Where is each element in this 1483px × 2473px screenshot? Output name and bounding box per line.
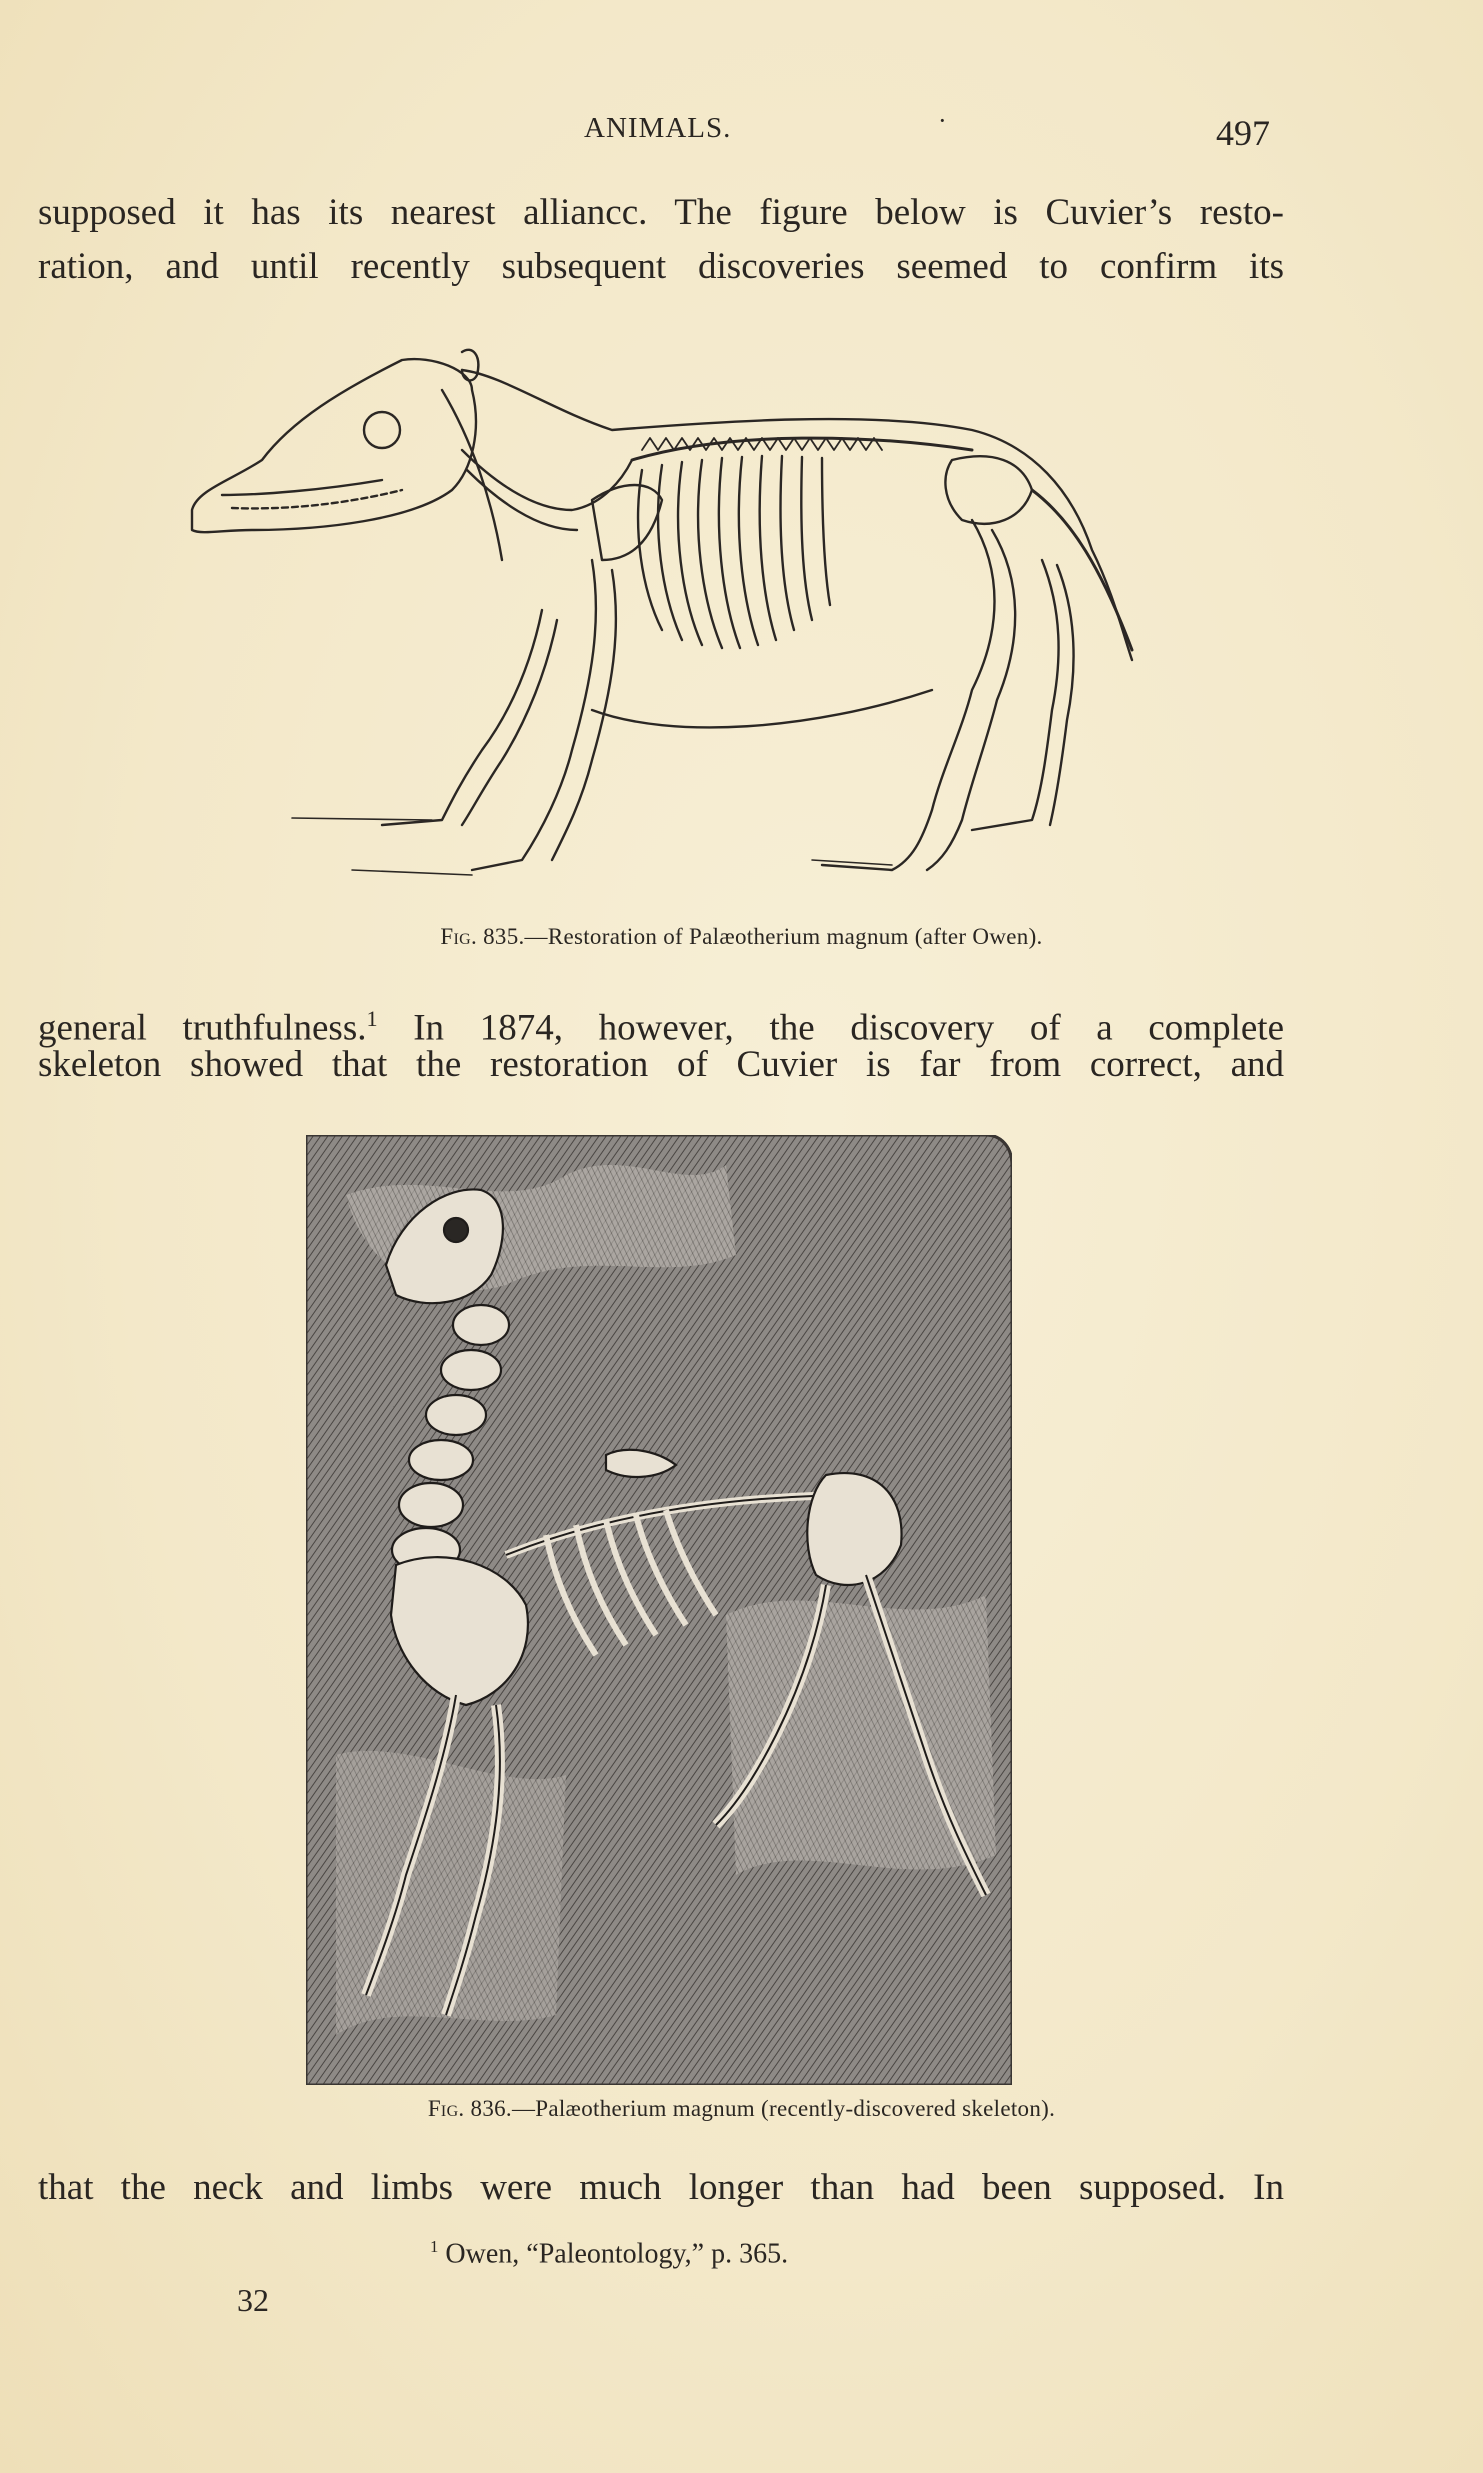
paragraph-2-line-1-end: In 1874, however, the discovery of a complete	[377, 1007, 1284, 1049]
paragraph-2-line-1-start: general truthfulness.	[38, 1007, 367, 1049]
figure-836-fossil-engraving	[306, 1135, 1012, 2085]
signature-mark: 32	[237, 2282, 269, 2318]
paragraph-1-line-1: supposed it has its nearest alliancc. The figure below is Cuvier’s resto-	[38, 192, 1284, 233]
running-head	[0, 106, 1483, 153]
footnote-text: Owen, “Paleontology,” p. 365.	[438, 2238, 789, 2270]
figure-835-caption	[0, 924, 1483, 950]
paragraph-2-line-2: skeleton showed that the restoration of Cuvier is far from correct, and	[38, 1044, 1284, 1085]
footnote-reference: 1	[366, 1006, 378, 1031]
figure-836-caption-text: —Palæotherium magnum (recently-discovered skeleton).	[511, 2096, 1056, 2121]
page-number: 497	[1216, 113, 1270, 153]
running-head-title: ANIMALS.	[584, 112, 732, 144]
figure-835-caption-label: Fig. 835.	[440, 924, 525, 949]
figure-836-caption	[0, 2096, 1483, 2122]
footnote-mark: 1	[430, 2237, 439, 2256]
figure-836-caption-label: Fig. 836.	[427, 2096, 512, 2121]
running-head-dot: ·	[938, 106, 947, 135]
paragraph-3-line-1: that the neck and limbs were much longer than had been supposed. In	[38, 2167, 1284, 2208]
paragraph-1-line-2: ration, and until recently subsequent discoveries seemed to confirm its	[38, 246, 1284, 287]
footnote	[430, 2237, 788, 2270]
figure-835-restoration-drawing	[172, 330, 1172, 910]
figure-835-caption-text: —Restoration of Palæotherium magnum (after Owen).	[524, 924, 1043, 949]
